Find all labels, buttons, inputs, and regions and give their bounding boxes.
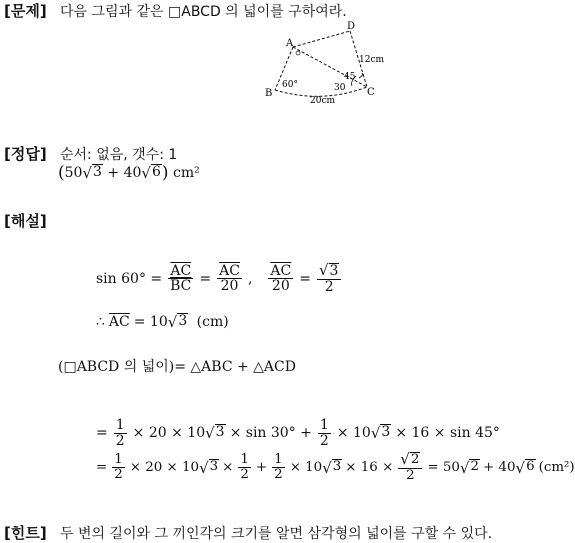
l1-a: × 20 × 10 <box>132 425 206 442</box>
hint-tag: [힌트] <box>4 524 47 542</box>
l1-half2 <box>318 418 331 448</box>
eq2-ac: $\overline{AC}$ <box>108 314 130 330</box>
answer-rad1: 3 <box>93 164 102 180</box>
l2-f-den: 2 <box>406 468 415 484</box>
l2-half3-num: 1 <box>274 452 283 467</box>
l2-plus: + <box>255 460 268 476</box>
l2-half2 <box>238 453 251 482</box>
l2-half1 <box>112 453 125 482</box>
l2-half3-den: 2 <box>274 467 283 483</box>
eq1-equals2: = <box>299 270 311 287</box>
hint-text: 두 변의 길이와 그 끼인각의 크기를 알면 삼각형의 넓이를 구할 수 있다. <box>60 526 493 542</box>
eq1-f1-num: $\overline{AC}$ <box>170 262 192 279</box>
l1-sqrt2: √ 3 <box>370 424 391 443</box>
l2-c: × 10 <box>289 460 323 476</box>
l2-sqrt2: √ 3 <box>322 458 342 477</box>
eq1-f4-rad: 3 <box>329 263 339 279</box>
eq1-sin: sin 60° = <box>96 270 163 287</box>
l1-eq: = <box>96 425 108 442</box>
angle-c1-label: 30 <box>334 83 346 93</box>
l2-f-num-rad: 2 <box>410 452 420 467</box>
l2-half1-den: 2 <box>114 467 123 483</box>
l2-eq: = <box>96 460 108 476</box>
l1-sqrt1: √ 3 <box>205 424 225 443</box>
l2-half1-num: 1 <box>114 452 123 467</box>
l1-rad2: 3 <box>381 424 391 441</box>
area-line: (□ABCD 의 넓이)= △ABC + △ACD <box>58 359 296 375</box>
solution-tag: [해설] <box>4 212 47 230</box>
l2-f: + 40 <box>483 460 516 476</box>
l2-rad2: 3 <box>332 458 342 474</box>
l1-b: × sin 30° + <box>229 425 312 442</box>
eq1-fraction3 <box>268 264 293 294</box>
answer-rad2: 6 <box>151 164 161 180</box>
l2-rad4: 6 <box>526 458 535 474</box>
answer-unit: cm² <box>168 165 200 181</box>
eq1-equals1: = <box>199 270 212 287</box>
l1-half2-num: 1 <box>319 417 329 433</box>
answer-coef1: 50 <box>64 165 83 181</box>
l2-unit: (cm²) <box>538 460 575 476</box>
answer-coef2: 40 <box>123 165 142 181</box>
label-b: B <box>265 88 273 99</box>
l1-half1 <box>114 418 127 448</box>
answer-open-paren: ( <box>58 163 65 183</box>
l2-sqrt4: √ 6 <box>515 458 535 477</box>
side-bc-label: 20cm <box>310 96 336 106</box>
eq1-f2-num: $\overline{AC}$ <box>219 262 240 279</box>
solution-eq1 <box>96 263 343 294</box>
l2-rad3: 2 <box>470 458 479 474</box>
solution-line1 <box>96 418 500 448</box>
angle-c2-label: 45 <box>344 72 356 82</box>
angle-b-label: 60° <box>282 80 298 90</box>
l2-half2-num: 1 <box>240 452 249 467</box>
label-c: C <box>367 87 375 98</box>
l2-b: × <box>222 460 234 476</box>
l1-c: × 10 <box>336 425 371 442</box>
quadrilateral-figure <box>262 20 392 112</box>
problem-tag: [문제] <box>4 2 47 20</box>
l1-half1-num: 1 <box>115 417 125 433</box>
eq2-sqrt: √ 3 <box>167 313 188 331</box>
eq2-rad: 3 <box>178 313 188 329</box>
eq1-f4-den: 2 <box>324 278 334 295</box>
l1-half2-den: 2 <box>319 432 329 449</box>
eq1-f1-den: BC <box>170 278 192 295</box>
eq1-fraction4: √ 3 2 <box>317 263 341 294</box>
l2-half2-den: 2 <box>240 467 249 483</box>
eq2-unit: (cm) <box>192 314 229 330</box>
label-a: A <box>286 38 294 49</box>
l1-half1-den: 2 <box>115 432 125 449</box>
l2-half3 <box>272 453 285 482</box>
solution-eq2 <box>96 313 229 331</box>
eq1-f3-den: 20 <box>271 278 290 295</box>
answer-close-paren: ) <box>161 163 169 183</box>
l2-a: × 20 × 10 <box>129 460 200 476</box>
label-d: D <box>347 21 356 32</box>
eq1-f2-den: 20 <box>220 278 239 295</box>
l2-frac-sqrt2: √ 2 2 <box>398 452 422 483</box>
problem-text: 다음 그림과 같은 □ABCD 의 넓이를 구하여라. <box>60 4 347 20</box>
eq2-therefore: ∴ <box>96 314 105 330</box>
eq1-comma: , <box>247 270 253 287</box>
l2-sqrt1: √ 3 <box>199 458 219 477</box>
l1-rad1: 3 <box>215 424 225 441</box>
l1-d: × 16 × sin 45° <box>395 425 500 442</box>
l2-e: = 50 <box>427 460 460 476</box>
eq1-f3-num: $\overline{AC}$ <box>270 262 292 279</box>
eq2-mid: = 10 <box>133 314 168 330</box>
answer-tag: [정답] <box>4 145 47 163</box>
l2-sqrt3: √ 2 <box>459 458 479 477</box>
answer-sqrt2: √ 6 <box>141 164 161 182</box>
answer-sqrt1: √ 3 <box>82 164 102 182</box>
l2-rad1: 3 <box>209 458 219 474</box>
eq1-fraction1 <box>168 264 193 294</box>
solution-line2 <box>96 452 575 483</box>
l2-d: × 16 × <box>345 460 394 476</box>
side-cd-label: 12cm <box>359 55 385 65</box>
answer-expression <box>58 163 200 183</box>
answer-plus: + <box>102 165 124 181</box>
eq1-fraction2 <box>217 264 242 294</box>
answer-line1: 순서: 없음, 갯수: 1 <box>60 147 178 163</box>
